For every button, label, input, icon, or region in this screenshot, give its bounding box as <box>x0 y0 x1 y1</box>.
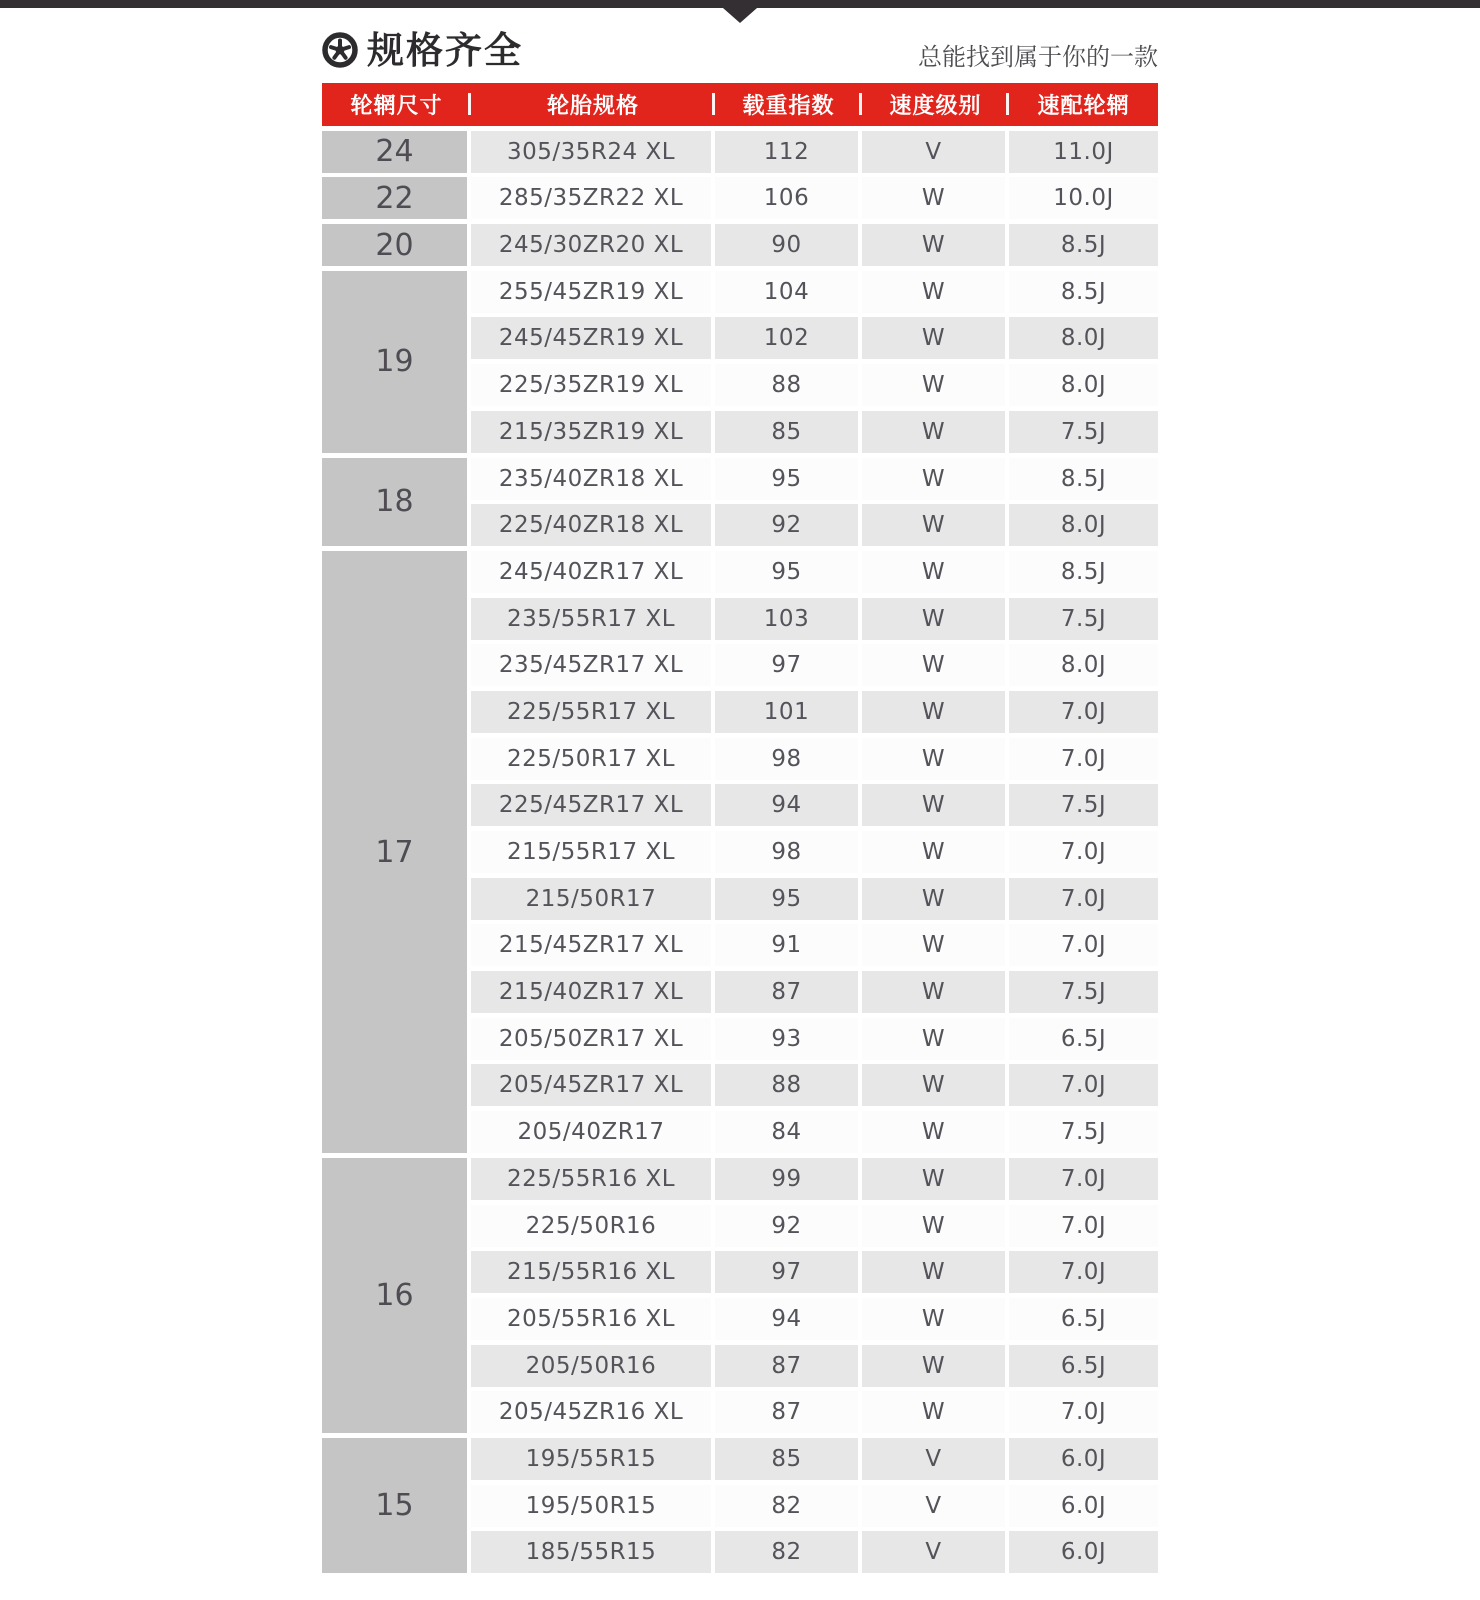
rim-width-cell: 10.0J <box>1009 177 1158 219</box>
rim-width-cell: 8.5J <box>1009 551 1158 593</box>
load-index-cell: 98 <box>715 831 858 873</box>
rim-size-cell: 15 <box>322 1438 467 1573</box>
rim-width-cell: 7.0J <box>1009 1064 1158 1106</box>
spec-cell: 205/50ZR17 XL <box>471 1018 711 1060</box>
rim-size-cell: 16 <box>322 1158 467 1433</box>
header-separator <box>1006 93 1009 115</box>
spec-cell: 245/45ZR19 XL <box>471 317 711 359</box>
speed-rating-cell: W <box>862 364 1005 406</box>
speed-rating-cell: W <box>862 738 1005 780</box>
speed-rating-cell: W <box>862 1111 1005 1153</box>
tire-spec-table <box>322 83 1158 1573</box>
load-index-cell: 102 <box>715 317 858 359</box>
rim-width-cell: 6.5J <box>1009 1345 1158 1387</box>
load-index-cell: 97 <box>715 1251 858 1293</box>
speed-rating-cell: W <box>862 644 1005 686</box>
spec-cell: 205/50R16 <box>471 1345 711 1387</box>
load-index-cell: 95 <box>715 551 858 593</box>
load-index-cell: 99 <box>715 1158 858 1200</box>
spec-cell: 225/55R17 XL <box>471 691 711 733</box>
rim-width-cell: 6.0J <box>1009 1531 1158 1573</box>
rim-width-cell: 6.0J <box>1009 1485 1158 1527</box>
rim-width-cell: 7.0J <box>1009 691 1158 733</box>
rim-width-cell: 7.5J <box>1009 784 1158 826</box>
load-index-cell: 85 <box>715 411 858 453</box>
rim-size-cell: 19 <box>322 271 467 453</box>
speed-rating-cell: W <box>862 458 1005 500</box>
column-header-load-index: 载重指数 <box>742 94 835 119</box>
speed-rating-cell: W <box>862 1018 1005 1060</box>
spec-cell: 245/30ZR20 XL <box>471 224 711 266</box>
load-index-cell: 112 <box>715 131 858 173</box>
speed-rating-cell: W <box>862 271 1005 313</box>
top-bar <box>0 0 1480 8</box>
load-index-cell: 93 <box>715 1018 858 1060</box>
speed-rating-cell: W <box>862 224 1005 266</box>
speed-rating-cell: W <box>862 504 1005 546</box>
rim-width-cell: 7.0J <box>1009 1158 1158 1200</box>
spec-cell: 215/55R17 XL <box>471 831 711 873</box>
column-header-rim-size: 轮辋尺寸 <box>350 94 443 119</box>
spec-cell: 225/50R16 <box>471 1205 711 1247</box>
spec-cell: 215/35ZR19 XL <box>471 411 711 453</box>
rim-width-cell: 7.0J <box>1009 831 1158 873</box>
rim-width-cell: 8.5J <box>1009 224 1158 266</box>
spec-cell: 225/50R17 XL <box>471 738 711 780</box>
speed-rating-cell: W <box>862 411 1005 453</box>
spec-cell: 225/45ZR17 XL <box>471 784 711 826</box>
load-index-cell: 88 <box>715 1064 858 1106</box>
load-index-cell: 106 <box>715 177 858 219</box>
speed-rating-cell: W <box>862 317 1005 359</box>
spec-cell: 205/40ZR17 <box>471 1111 711 1153</box>
load-index-cell: 90 <box>715 224 858 266</box>
rim-size-cell: 24 <box>322 131 467 173</box>
speed-rating-cell: V <box>862 131 1005 173</box>
spec-cell: 195/55R15 <box>471 1438 711 1480</box>
wheel-icon <box>322 32 358 68</box>
header-separator <box>712 93 715 115</box>
load-index-cell: 94 <box>715 784 858 826</box>
spec-cell: 205/45ZR16 XL <box>471 1391 711 1433</box>
load-index-cell: 92 <box>715 504 858 546</box>
speed-rating-cell: W <box>862 1064 1005 1106</box>
rim-width-cell: 6.0J <box>1009 1438 1158 1480</box>
spec-cell: 205/45ZR17 XL <box>471 1064 711 1106</box>
spec-cell: 225/40ZR18 XL <box>471 504 711 546</box>
rim-width-cell: 6.5J <box>1009 1298 1158 1340</box>
spec-cell: 215/40ZR17 XL <box>471 971 711 1013</box>
rim-size-cell: 20 <box>322 224 467 266</box>
page-title: 规格齐全 <box>367 28 523 72</box>
rim-width-cell: 7.0J <box>1009 878 1158 920</box>
spec-cell: 255/45ZR19 XL <box>471 271 711 313</box>
load-index-cell: 87 <box>715 971 858 1013</box>
rim-width-cell: 7.5J <box>1009 1111 1158 1153</box>
rim-width-cell: 7.5J <box>1009 971 1158 1013</box>
speed-rating-cell: W <box>862 551 1005 593</box>
rim-width-cell: 7.5J <box>1009 411 1158 453</box>
spec-cell: 225/35ZR19 XL <box>471 364 711 406</box>
speed-rating-cell: W <box>862 1205 1005 1247</box>
page-subtitle: 总能找到属于你的一款 <box>918 42 1158 71</box>
load-index-cell: 87 <box>715 1391 858 1433</box>
spec-cell: 285/35ZR22 XL <box>471 177 711 219</box>
load-index-cell: 92 <box>715 1205 858 1247</box>
load-index-cell: 84 <box>715 1111 858 1153</box>
table-header-row <box>322 83 1158 126</box>
header-separator <box>859 93 862 115</box>
speed-rating-cell: W <box>862 598 1005 640</box>
rim-width-cell: 8.5J <box>1009 271 1158 313</box>
speed-rating-cell: W <box>862 1391 1005 1433</box>
load-index-cell: 97 <box>715 644 858 686</box>
spec-cell: 215/50R17 <box>471 878 711 920</box>
speed-rating-cell: W <box>862 1298 1005 1340</box>
spec-cell: 205/55R16 XL <box>471 1298 711 1340</box>
speed-rating-cell: W <box>862 1158 1005 1200</box>
speed-rating-cell: V <box>862 1531 1005 1573</box>
rim-width-cell: 8.5J <box>1009 458 1158 500</box>
rim-width-cell: 8.0J <box>1009 364 1158 406</box>
notch-triangle-icon <box>723 8 757 23</box>
spec-cell: 245/40ZR17 XL <box>471 551 711 593</box>
rim-width-cell: 7.5J <box>1009 598 1158 640</box>
rim-width-cell: 8.0J <box>1009 644 1158 686</box>
spec-cell: 215/55R16 XL <box>471 1251 711 1293</box>
speed-rating-cell: W <box>862 831 1005 873</box>
rim-size-cell: 18 <box>322 458 467 547</box>
load-index-cell: 103 <box>715 598 858 640</box>
rim-width-cell: 6.5J <box>1009 1018 1158 1060</box>
rim-width-cell: 7.0J <box>1009 1391 1158 1433</box>
rim-width-cell: 7.0J <box>1009 1251 1158 1293</box>
spec-cell: 235/40ZR18 XL <box>471 458 711 500</box>
speed-rating-cell: W <box>862 177 1005 219</box>
spec-cell: 235/45ZR17 XL <box>471 644 711 686</box>
speed-rating-cell: W <box>862 924 1005 966</box>
spec-cell: 305/35R24 XL <box>471 131 711 173</box>
load-index-cell: 88 <box>715 364 858 406</box>
rim-width-cell: 7.0J <box>1009 738 1158 780</box>
load-index-cell: 98 <box>715 738 858 780</box>
rim-size-cell: 22 <box>322 177 467 219</box>
speed-rating-cell: W <box>862 1345 1005 1387</box>
rim-size-cell: 17 <box>322 551 467 1153</box>
column-header-tire-spec: 轮胎规格 <box>546 94 639 119</box>
rim-width-cell: 8.0J <box>1009 317 1158 359</box>
load-index-cell: 91 <box>715 924 858 966</box>
load-index-cell: 87 <box>715 1345 858 1387</box>
speed-rating-cell: W <box>862 878 1005 920</box>
spec-cell: 225/55R16 XL <box>471 1158 711 1200</box>
header-separator <box>468 93 471 115</box>
rim-width-cell: 11.0J <box>1009 131 1158 173</box>
load-index-cell: 95 <box>715 458 858 500</box>
rim-width-cell: 7.0J <box>1009 924 1158 966</box>
spec-cell: 235/55R17 XL <box>471 598 711 640</box>
rim-width-cell: 8.0J <box>1009 504 1158 546</box>
load-index-cell: 104 <box>715 271 858 313</box>
column-header-speed-rating: 速度级别 <box>889 94 982 119</box>
load-index-cell: 85 <box>715 1438 858 1480</box>
speed-rating-cell: W <box>862 1251 1005 1293</box>
speed-rating-cell: W <box>862 784 1005 826</box>
speed-rating-cell: W <box>862 971 1005 1013</box>
load-index-cell: 82 <box>715 1485 858 1527</box>
load-index-cell: 94 <box>715 1298 858 1340</box>
load-index-cell: 95 <box>715 878 858 920</box>
spec-cell: 185/55R15 <box>471 1531 711 1573</box>
rim-width-cell: 7.0J <box>1009 1205 1158 1247</box>
spec-cell: 215/45ZR17 XL <box>471 924 711 966</box>
load-index-cell: 82 <box>715 1531 858 1573</box>
section-header <box>322 30 1158 70</box>
column-header-rim-width: 速配轮辋 <box>1037 94 1130 119</box>
speed-rating-cell: W <box>862 691 1005 733</box>
speed-rating-cell: V <box>862 1485 1005 1527</box>
speed-rating-cell: V <box>862 1438 1005 1480</box>
load-index-cell: 101 <box>715 691 858 733</box>
spec-cell: 195/50R15 <box>471 1485 711 1527</box>
